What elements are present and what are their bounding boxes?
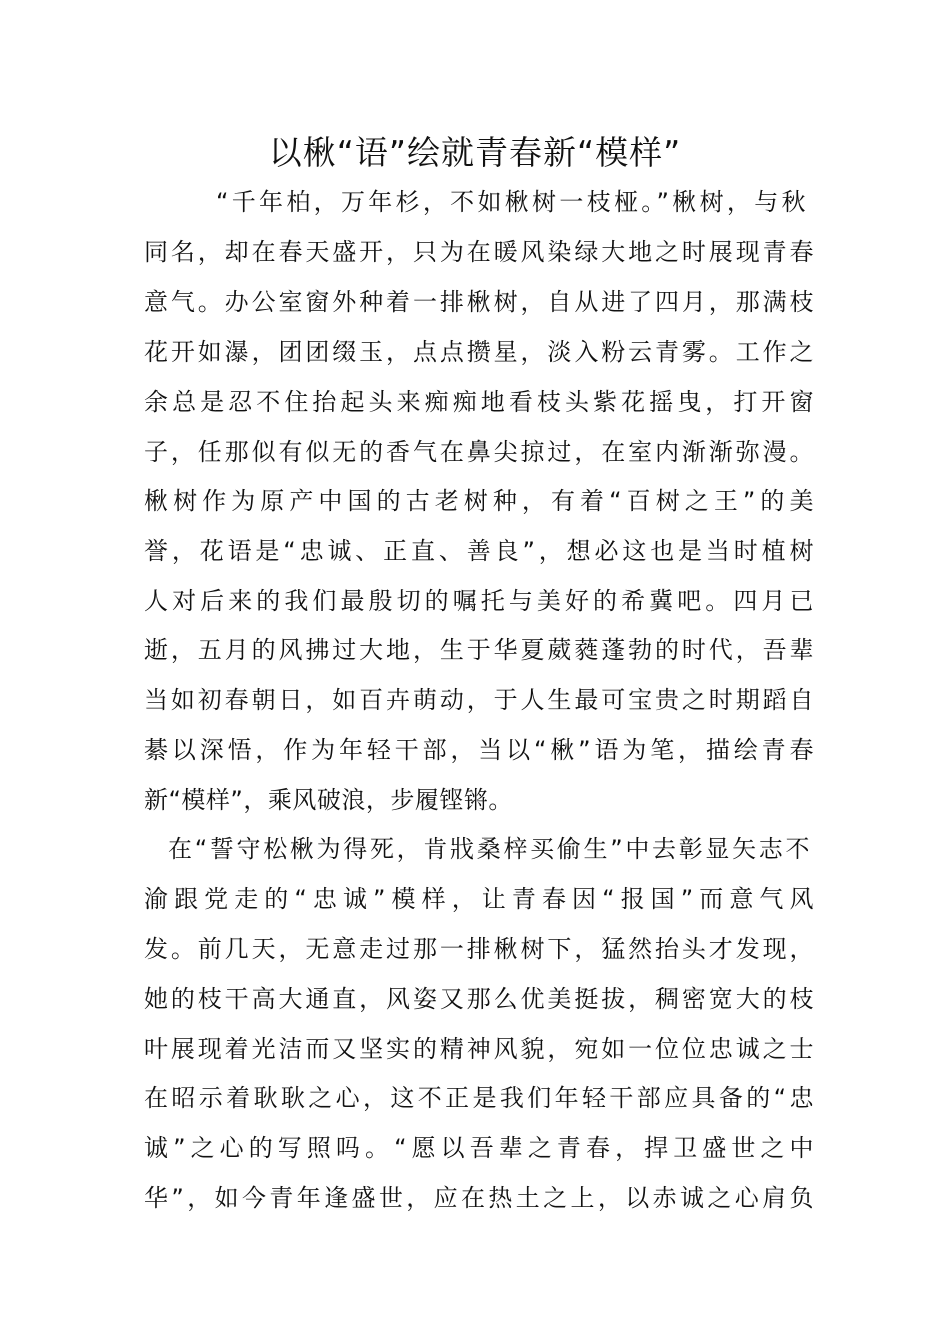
paragraph-line: 叶展现着光洁而又坚实的精神风貌，宛如一位位忠诚之士 [144, 1035, 814, 1063]
paragraph-line: 意气。办公室窗外种着一排楸树，自从进了四月，那满枝 [144, 288, 814, 316]
paragraph-line: 同名，却在春天盛开，只为在暖风染绿大地之时展现青春 [144, 238, 814, 266]
paragraph-line: 逝，五月的风拂过大地，生于华夏葳蕤蓬勃的时代，吾辈 [144, 636, 814, 664]
paragraph-line: 花开如瀑，团团缀玉，点点攒星，淡入粉云青雾。工作之 [144, 338, 814, 366]
paragraph-line: 新“模样”，乘风破浪，步履铿锵。 [144, 786, 513, 814]
document-title: 以楸“语”绘就青春新“模样” [268, 133, 682, 172]
paragraph-line: “千年柏，万年杉，不如楸树一枝桠。”楸树，与秋 [216, 188, 806, 216]
paragraph-line: 她的枝干高大通直，风姿又那么优美挺拔，稠密宽大的枝 [144, 985, 814, 1013]
paragraph-line: 余总是忍不住抬起头来痴痴地看枝头紫花摇曳，打开窗 [144, 388, 814, 416]
paragraph-line: 渝跟党走的“忠诚”模样，让青春因“报国”而意气风 [144, 885, 814, 913]
paragraph-line: 綦以深悟，作为年轻干部，当以“楸”语为笔，描绘青春 [144, 736, 814, 764]
paragraph-line: 誉，花语是“忠诚、正直、善良”，想必这也是当时植树 [144, 537, 814, 565]
paragraph-line: 楸树作为原产中国的古老树种，有着“百树之王”的美 [144, 487, 814, 515]
paragraph-line: 当如初春朝日，如百卉萌动，于人生最可宝贵之时期蹈自 [144, 686, 814, 714]
paragraph-line: 诚”之心的写照吗。“愿以吾辈之青春，捍卫盛世之中 [144, 1134, 814, 1162]
paragraph-line: 子，任那似有似无的香气在鼻尖掠过，在室内渐渐弥漫。 [144, 438, 814, 466]
paragraph-line: 发。前几天，无意走过那一排楸树下，猛然抬头才发现， [144, 935, 814, 963]
paragraph-line: 在昭示着耿耿之心，这不正是我们年轻干部应具备的“忠 [144, 1084, 814, 1112]
paragraph-line: 在“誓守松楸为得死，肯戕桑梓买偷生”中去彰显矢志不 [168, 835, 810, 863]
paragraph-line: 人对后来的我们最殷切的嘱托与美好的希冀吧。四月已 [144, 587, 814, 615]
paragraph-line: 华”，如今青年逢盛世，应在热土之上，以赤诚之心肩负 [144, 1184, 814, 1212]
